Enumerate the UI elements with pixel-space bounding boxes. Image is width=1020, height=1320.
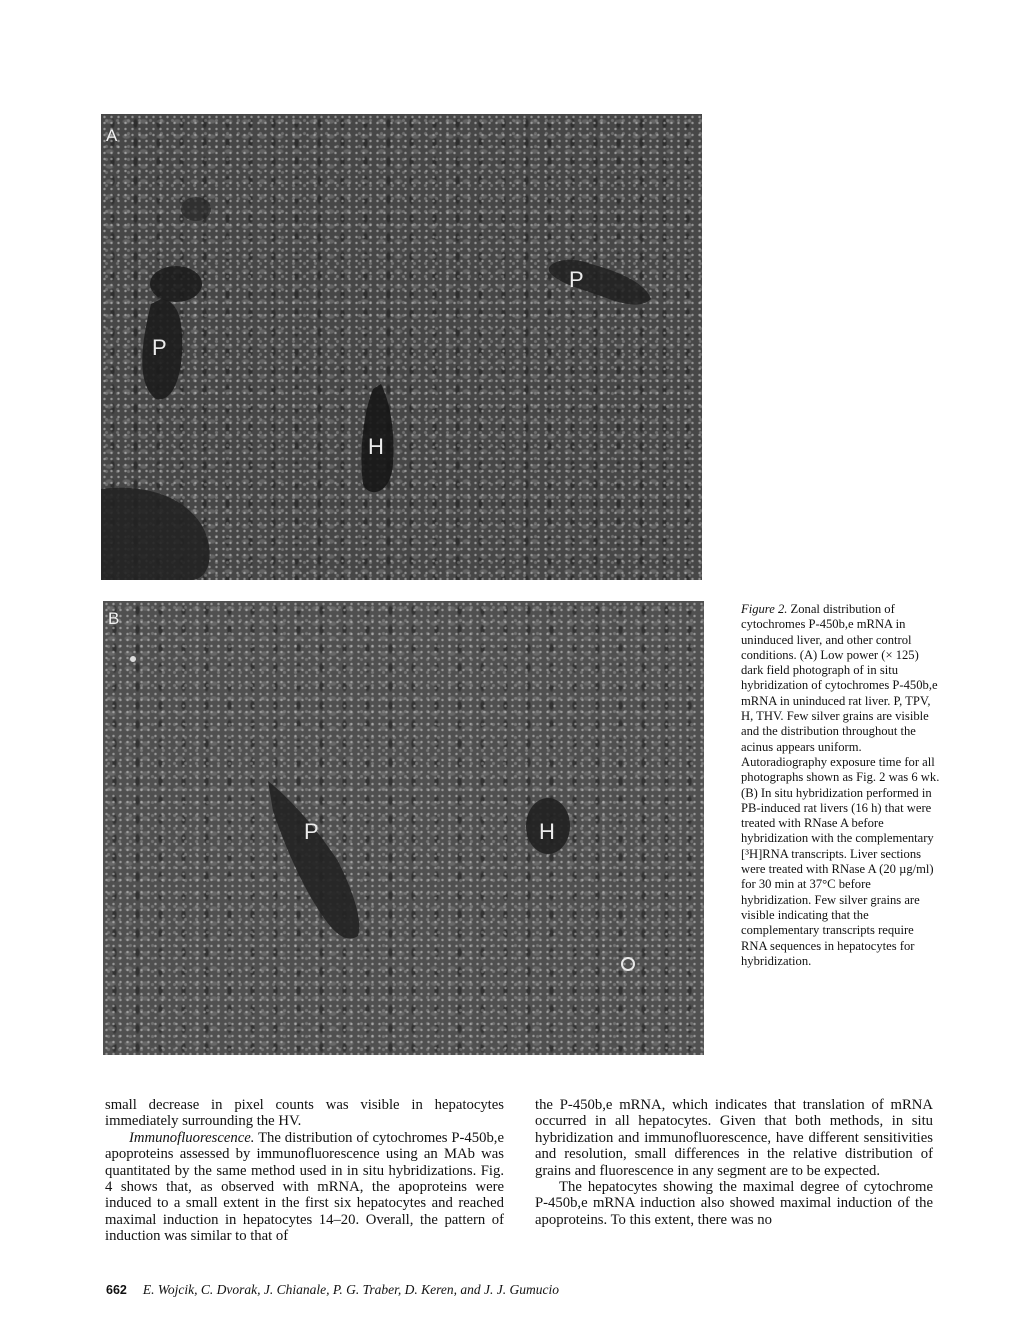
page-number: 662	[106, 1283, 127, 1297]
author-line: E. Wojcik, C. Dvorak, J. Chianale, P. G. Traber, D. Keren, and J. J. Gumucio	[142, 1282, 559, 1297]
hepatic-vein-label: H	[368, 434, 384, 459]
paragraph: small decrease in pixel counts was visible in hepatocytes immediately surrounding the HV.	[105, 1097, 504, 1130]
micrograph-panel-a	[101, 114, 702, 580]
panel-b-letter: B	[108, 609, 120, 628]
caption-text: Zonal distribution of cytochromes P-450b,e mRNA in uninduced liver, and other control conditions. (A) Low power (× 125) dark field photograph of in situ hybridization of cytochromes P-450b,e mRNA in uninduced rat liver. P, TPV, H, THV. Few silver grains are visible and the distribution throughout the acinus appears uniform. Autoradiography exposure time for all photographs shown as Fig. 2 was 6 wk. (B) In situ hybridization performed in PB-induced rat livers (16 h) that were treated with RNase A before hybridization with the complementary [³H]RNA transcripts. Liver sections were treated with RNase A (20 µg/ml) for 30 min at 37°C before hybridization. Few silver grains are visible indicating that the complementary transcripts require RNA sequences in hepatocytes for hybridization.	[741, 602, 940, 968]
paragraph	[105, 1130, 504, 1245]
hepatic-vein-label: H	[539, 819, 555, 844]
figure-label: Figure 2.	[741, 602, 788, 616]
micrograph-panel-b	[103, 601, 704, 1055]
section-heading: Immunofluorescence.	[129, 1129, 255, 1146]
portal-vein-label: P	[569, 267, 584, 292]
panel-b-vessels	[103, 601, 704, 1055]
paragraph: the P-450b,e mRNA, which indicates that translation of mRNA occurred in all hepatocytes. Given that both methods, in situ hybridization and immunofluorescence, have different sensitivities and resolution, small differences in the relative distribution of grains and fluorescence in any segment are to be expected.	[535, 1097, 933, 1179]
figure-caption	[741, 602, 941, 969]
portal-vein-label: P	[304, 819, 319, 844]
body-column-right	[535, 1097, 933, 1228]
paragraph-text: The distribution of cytochromes P-450b,e apoproteins assessed by immunofluorescence using an MAb was quantitated by the same method used in in situ hybridizations. Fig. 4 shows that, as observed with mRNA, the apoproteins were induced to a small extent in the first six hepatocytes and reached maximal induction in hepatocytes 14–20. Overall, the pattern of induction was similar to that of	[105, 1129, 504, 1245]
portal-vein-label: P	[152, 335, 167, 360]
panel-a-letter: A	[106, 126, 118, 145]
panel-a-vessels	[101, 114, 702, 580]
paragraph: The hepatocytes showing the maximal degree of cytochrome P-450b,e mRNA induction also showed maximal induction of the apoproteins. To this extent, there was no	[535, 1179, 933, 1228]
page-footer	[106, 1282, 559, 1298]
body-column-left	[105, 1097, 504, 1245]
